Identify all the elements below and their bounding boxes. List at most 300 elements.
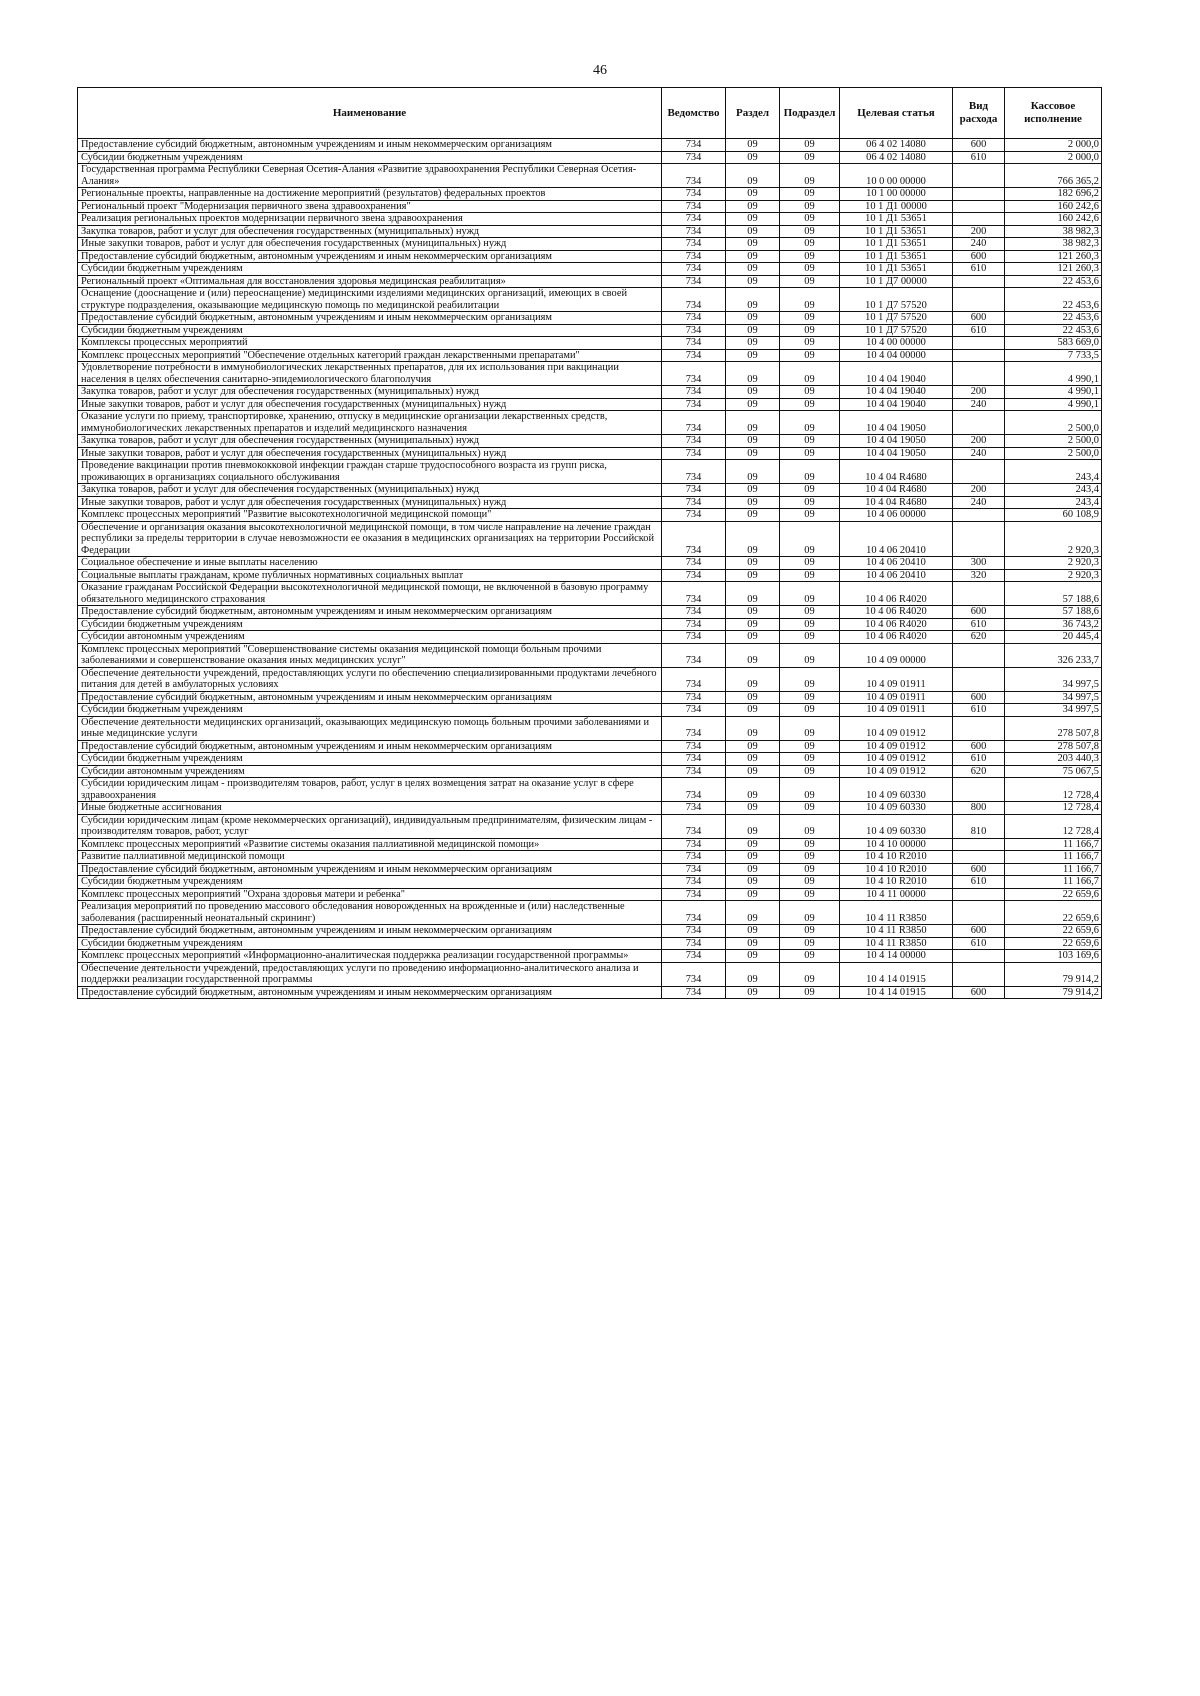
table-row	[78, 164, 1102, 188]
cell-celevaya-statya: 10 4 04 R4680	[840, 484, 953, 497]
cell-podrazdel: 09	[780, 288, 840, 312]
cell-podrazdel: 09	[780, 557, 840, 570]
cell-razdel: 09	[726, 188, 780, 201]
cell-razdel: 09	[726, 238, 780, 251]
cell-podrazdel: 09	[780, 324, 840, 337]
cell-vedomstvo: 734	[662, 250, 726, 263]
cell-name: Региональные проекты, направленные на достижение мероприятий (результатов) федеральных проектов	[78, 188, 662, 201]
table-row	[78, 765, 1102, 778]
table-row	[78, 337, 1102, 350]
cell-vid-rashoda	[953, 213, 1005, 226]
cell-kassovoe-ispolnenie: 22 453,6	[1005, 288, 1102, 312]
cell-vid-rashoda	[953, 838, 1005, 851]
cell-razdel: 09	[726, 200, 780, 213]
cell-vedomstvo: 734	[662, 349, 726, 362]
cell-celevaya-statya: 10 4 04 19050	[840, 447, 953, 460]
cell-name: Иные закупки товаров, работ и услуг для обеспечения государственных (муниципальных) нужд	[78, 238, 662, 251]
cell-razdel: 09	[726, 362, 780, 386]
table-row	[78, 851, 1102, 864]
cell-vedomstvo: 734	[662, 606, 726, 619]
table-row	[78, 704, 1102, 717]
cell-razdel: 09	[726, 250, 780, 263]
cell-vid-rashoda	[953, 362, 1005, 386]
cell-vid-rashoda: 610	[953, 151, 1005, 164]
cell-celevaya-statya: 10 4 09 01911	[840, 667, 953, 691]
cell-podrazdel: 09	[780, 200, 840, 213]
cell-name: Комплекс процессных мероприятий "Обеспечение отдельных категорий граждан лекарственными препаратами"	[78, 349, 662, 362]
cell-name: Предоставление субсидий бюджетным, автономным учреждениям и иным некоммерческим организациям	[78, 312, 662, 325]
cell-kassovoe-ispolnenie: 243,4	[1005, 496, 1102, 509]
cell-podrazdel: 09	[780, 188, 840, 201]
cell-vid-rashoda: 810	[953, 814, 1005, 838]
cell-name: Государственная программа Республики Северная Осетия-Алания «Развитие здравоохранения Республики Северная Осетия-Алания»	[78, 164, 662, 188]
cell-name: Региональный проект "Модернизация первичного звена здравоохранения"	[78, 200, 662, 213]
cell-podrazdel: 09	[780, 521, 840, 557]
cell-name: Комплекс процессных мероприятий "Развитие высокотехнологичной медицинской помощи"	[78, 509, 662, 522]
table-row	[78, 484, 1102, 497]
cell-name: Обеспечение и организация оказания высокотехнологичной медицинской помощи, в том числе направление на лечение граждан республики за пределы территории в случае невозможности ее оказания в медицинских организациях на территории Российской Федерации	[78, 521, 662, 557]
cell-kassovoe-ispolnenie: 103 169,6	[1005, 950, 1102, 963]
cell-name: Субсидии бюджетным учреждениям	[78, 937, 662, 950]
cell-vedomstvo: 734	[662, 667, 726, 691]
cell-kassovoe-ispolnenie: 121 260,3	[1005, 263, 1102, 276]
cell-razdel: 09	[726, 667, 780, 691]
cell-podrazdel: 09	[780, 765, 840, 778]
cell-podrazdel: 09	[780, 238, 840, 251]
cell-kassovoe-ispolnenie: 7 733,5	[1005, 349, 1102, 362]
cell-vid-rashoda: 200	[953, 435, 1005, 448]
col-header-podrazdel: Подраздел	[780, 88, 840, 139]
table-row	[78, 569, 1102, 582]
cell-podrazdel: 09	[780, 814, 840, 838]
cell-podrazdel: 09	[780, 802, 840, 815]
table-row	[78, 435, 1102, 448]
table-row	[78, 814, 1102, 838]
cell-vedomstvo: 734	[662, 740, 726, 753]
table-row	[78, 447, 1102, 460]
cell-vid-rashoda	[953, 901, 1005, 925]
table-row	[78, 349, 1102, 362]
table-row	[78, 398, 1102, 411]
cell-celevaya-statya: 10 4 09 01911	[840, 691, 953, 704]
cell-vedomstvo: 734	[662, 362, 726, 386]
col-header-vid: Вид расхода	[953, 88, 1005, 139]
cell-razdel: 09	[726, 876, 780, 889]
col-header-celevaya: Целевая статья	[840, 88, 953, 139]
cell-vedomstvo: 734	[662, 521, 726, 557]
cell-razdel: 09	[726, 151, 780, 164]
cell-podrazdel: 09	[780, 962, 840, 986]
cell-kassovoe-ispolnenie: 11 166,7	[1005, 851, 1102, 864]
table-row	[78, 386, 1102, 399]
cell-vedomstvo: 734	[662, 765, 726, 778]
cell-celevaya-statya: 10 4 11 R3850	[840, 937, 953, 950]
cell-vid-rashoda: 610	[953, 324, 1005, 337]
cell-podrazdel: 09	[780, 213, 840, 226]
cell-podrazdel: 09	[780, 851, 840, 864]
cell-kassovoe-ispolnenie: 4 990,1	[1005, 362, 1102, 386]
col-header-kassovoe: Кассовое исполнение	[1005, 88, 1102, 139]
cell-podrazdel: 09	[780, 362, 840, 386]
cell-podrazdel: 09	[780, 667, 840, 691]
cell-razdel: 09	[726, 691, 780, 704]
cell-vid-rashoda	[953, 164, 1005, 188]
cell-podrazdel: 09	[780, 398, 840, 411]
cell-vedomstvo: 734	[662, 509, 726, 522]
cell-kassovoe-ispolnenie: 12 728,4	[1005, 778, 1102, 802]
cell-vedomstvo: 734	[662, 151, 726, 164]
table-row	[78, 557, 1102, 570]
cell-vid-rashoda	[953, 460, 1005, 484]
table-row	[78, 263, 1102, 276]
cell-kassovoe-ispolnenie: 38 982,3	[1005, 225, 1102, 238]
cell-vid-rashoda	[953, 288, 1005, 312]
cell-kassovoe-ispolnenie: 11 166,7	[1005, 838, 1102, 851]
cell-celevaya-statya: 10 4 10 R2010	[840, 851, 953, 864]
cell-razdel: 09	[726, 447, 780, 460]
cell-vedomstvo: 734	[662, 275, 726, 288]
table-row	[78, 460, 1102, 484]
table-row	[78, 643, 1102, 667]
cell-name: Субсидии бюджетным учреждениям	[78, 151, 662, 164]
cell-vedomstvo: 734	[662, 986, 726, 999]
cell-celevaya-statya: 10 0 00 00000	[840, 164, 953, 188]
cell-vedomstvo: 734	[662, 557, 726, 570]
cell-podrazdel: 09	[780, 876, 840, 889]
cell-vid-rashoda: 600	[953, 863, 1005, 876]
cell-kassovoe-ispolnenie: 243,4	[1005, 484, 1102, 497]
cell-name: Удовлетворение потребности в иммунобиологических лекарственных препаратов, для их использования при вакцинации населения в целях обеспечения санитарно-эпидемиологического благополучия	[78, 362, 662, 386]
cell-podrazdel: 09	[780, 716, 840, 740]
cell-vedomstvo: 734	[662, 225, 726, 238]
cell-vid-rashoda: 610	[953, 876, 1005, 889]
table-header-row	[78, 88, 1102, 139]
cell-kassovoe-ispolnenie: 278 507,8	[1005, 716, 1102, 740]
cell-vid-rashoda: 610	[953, 753, 1005, 766]
cell-kassovoe-ispolnenie: 160 242,6	[1005, 213, 1102, 226]
cell-kassovoe-ispolnenie: 2 000,0	[1005, 139, 1102, 152]
cell-vedomstvo: 734	[662, 716, 726, 740]
cell-razdel: 09	[726, 337, 780, 350]
cell-razdel: 09	[726, 582, 780, 606]
cell-celevaya-statya: 10 4 09 01912	[840, 716, 953, 740]
cell-vid-rashoda	[953, 851, 1005, 864]
cell-vedomstvo: 734	[662, 263, 726, 276]
cell-vid-rashoda: 200	[953, 386, 1005, 399]
cell-podrazdel: 09	[780, 139, 840, 152]
cell-kassovoe-ispolnenie: 583 669,0	[1005, 337, 1102, 350]
cell-kassovoe-ispolnenie: 278 507,8	[1005, 740, 1102, 753]
cell-name: Обеспечение деятельности учреждений, предоставляющих услуги по проведению информационно-аналитического анализа и поддержки реализации государственной программы	[78, 962, 662, 986]
table-row	[78, 925, 1102, 938]
cell-vid-rashoda: 300	[953, 557, 1005, 570]
cell-vid-rashoda: 600	[953, 139, 1005, 152]
cell-celevaya-statya: 10 4 09 01911	[840, 704, 953, 717]
cell-celevaya-statya: 10 4 06 R4020	[840, 606, 953, 619]
cell-vid-rashoda: 320	[953, 569, 1005, 582]
cell-celevaya-statya: 10 4 06 20410	[840, 521, 953, 557]
cell-kassovoe-ispolnenie: 4 990,1	[1005, 386, 1102, 399]
cell-kassovoe-ispolnenie: 34 997,5	[1005, 691, 1102, 704]
cell-name: Социальное обеспечение и иные выплаты населению	[78, 557, 662, 570]
table-row	[78, 863, 1102, 876]
cell-name: Закупка товаров, работ и услуг для обеспечения государственных (муниципальных) нужд	[78, 484, 662, 497]
cell-celevaya-statya: 10 1 Д1 00000	[840, 200, 953, 213]
cell-podrazdel: 09	[780, 312, 840, 325]
cell-name: Субсидии юридическим лицам - производителям товаров, работ, услуг в целях возмещения затрат на оказание услуг в сфере здравоохранения	[78, 778, 662, 802]
cell-vedomstvo: 734	[662, 411, 726, 435]
table-row	[78, 225, 1102, 238]
cell-name: Предоставление субсидий бюджетным, автономным учреждениям и иным некоммерческим организациям	[78, 863, 662, 876]
col-header-razdel: Раздел	[726, 88, 780, 139]
cell-kassovoe-ispolnenie: 22 453,6	[1005, 275, 1102, 288]
cell-vid-rashoda	[953, 888, 1005, 901]
cell-vedomstvo: 734	[662, 435, 726, 448]
cell-vedomstvo: 734	[662, 888, 726, 901]
cell-podrazdel: 09	[780, 263, 840, 276]
table-body	[78, 139, 1102, 999]
cell-podrazdel: 09	[780, 484, 840, 497]
cell-razdel: 09	[726, 509, 780, 522]
cell-kassovoe-ispolnenie: 12 728,4	[1005, 814, 1102, 838]
cell-celevaya-statya: 10 4 04 R4680	[840, 496, 953, 509]
cell-kassovoe-ispolnenie: 79 914,2	[1005, 962, 1102, 986]
cell-razdel: 09	[726, 139, 780, 152]
cell-vid-rashoda	[953, 643, 1005, 667]
cell-celevaya-statya: 10 4 09 01912	[840, 753, 953, 766]
cell-name: Субсидии бюджетным учреждениям	[78, 753, 662, 766]
cell-vedomstvo: 734	[662, 213, 726, 226]
cell-celevaya-statya: 10 4 04 19040	[840, 386, 953, 399]
cell-kassovoe-ispolnenie: 36 743,2	[1005, 618, 1102, 631]
cell-celevaya-statya: 10 4 04 00000	[840, 349, 953, 362]
cell-razdel: 09	[726, 901, 780, 925]
cell-vid-rashoda: 620	[953, 631, 1005, 644]
cell-vedomstvo: 734	[662, 778, 726, 802]
cell-podrazdel: 09	[780, 386, 840, 399]
cell-razdel: 09	[726, 643, 780, 667]
cell-razdel: 09	[726, 213, 780, 226]
cell-name: Предоставление субсидий бюджетным, автономным учреждениям и иным некоммерческим организациям	[78, 691, 662, 704]
cell-vid-rashoda	[953, 275, 1005, 288]
cell-podrazdel: 09	[780, 509, 840, 522]
cell-celevaya-statya: 06 4 02 14080	[840, 151, 953, 164]
table-row	[78, 521, 1102, 557]
cell-vid-rashoda: 610	[953, 937, 1005, 950]
cell-name: Субсидии автономным учреждениям	[78, 765, 662, 778]
cell-name: Предоставление субсидий бюджетным, автономным учреждениям и иным некоммерческим организациям	[78, 740, 662, 753]
cell-name: Иные закупки товаров, работ и услуг для обеспечения государственных (муниципальных) нужд	[78, 398, 662, 411]
cell-podrazdel: 09	[780, 863, 840, 876]
cell-name: Обеспечение деятельности медицинских организаций, оказывающих медицинскую помощь больным прочими заболеваниями и иные медицинские услуги	[78, 716, 662, 740]
cell-vid-rashoda: 600	[953, 606, 1005, 619]
cell-kassovoe-ispolnenie: 22 659,6	[1005, 888, 1102, 901]
cell-name: Предоставление субсидий бюджетным, автономным учреждениям и иным некоммерческим организациям	[78, 139, 662, 152]
cell-razdel: 09	[726, 716, 780, 740]
cell-name: Закупка товаров, работ и услуг для обеспечения государственных (муниципальных) нужд	[78, 386, 662, 399]
cell-name: Реализация мероприятий по проведению массового обследования новорожденных на врожденные и (или) наследственные заболевания (расширенный неонатальный скрининг)	[78, 901, 662, 925]
cell-kassovoe-ispolnenie: 2 920,3	[1005, 569, 1102, 582]
cell-vedomstvo: 734	[662, 851, 726, 864]
cell-vid-rashoda	[953, 337, 1005, 350]
cell-podrazdel: 09	[780, 704, 840, 717]
cell-podrazdel: 09	[780, 606, 840, 619]
cell-vid-rashoda: 240	[953, 398, 1005, 411]
page-number: 46	[593, 63, 607, 78]
cell-vedomstvo: 734	[662, 691, 726, 704]
cell-vid-rashoda	[953, 411, 1005, 435]
cell-celevaya-statya: 10 1 Д7 57520	[840, 324, 953, 337]
cell-vedomstvo: 734	[662, 288, 726, 312]
cell-podrazdel: 09	[780, 937, 840, 950]
cell-kassovoe-ispolnenie: 11 166,7	[1005, 876, 1102, 889]
cell-vedomstvo: 734	[662, 937, 726, 950]
cell-vid-rashoda	[953, 521, 1005, 557]
cell-celevaya-statya: 10 1 Д1 53651	[840, 263, 953, 276]
cell-vid-rashoda	[953, 509, 1005, 522]
cell-razdel: 09	[726, 937, 780, 950]
cell-name: Комплекс процессных мероприятий «Развитие системы оказания паллиативной медицинской помощи»	[78, 838, 662, 851]
cell-vedomstvo: 734	[662, 962, 726, 986]
cell-podrazdel: 09	[780, 740, 840, 753]
cell-celevaya-statya: 10 1 Д1 53651	[840, 238, 953, 251]
cell-razdel: 09	[726, 925, 780, 938]
cell-vid-rashoda: 610	[953, 618, 1005, 631]
cell-vid-rashoda: 600	[953, 691, 1005, 704]
cell-vedomstvo: 734	[662, 618, 726, 631]
cell-podrazdel: 09	[780, 411, 840, 435]
cell-vid-rashoda: 200	[953, 225, 1005, 238]
cell-celevaya-statya: 10 4 09 60330	[840, 778, 953, 802]
cell-name: Проведение вакцинации против пневмококковой инфекции граждан старше трудоспособного возраста из групп риска, проживающих в организациях социального обслуживания	[78, 460, 662, 484]
cell-vedomstvo: 734	[662, 950, 726, 963]
cell-razdel: 09	[726, 606, 780, 619]
cell-podrazdel: 09	[780, 901, 840, 925]
col-header-ved: Ведомство	[662, 88, 726, 139]
cell-celevaya-statya: 10 4 00 00000	[840, 337, 953, 350]
cell-razdel: 09	[726, 765, 780, 778]
cell-razdel: 09	[726, 740, 780, 753]
cell-name: Оказание услуги по приему, транспортировке, хранению, отпуску в медицинские организации лекарственных средств, иммунобиологических лекарственных препаратов и изделий медицинского назначения	[78, 411, 662, 435]
cell-vedomstvo: 734	[662, 238, 726, 251]
cell-celevaya-statya: 10 4 04 19050	[840, 411, 953, 435]
table-row	[78, 950, 1102, 963]
cell-vedomstvo: 734	[662, 876, 726, 889]
cell-vid-rashoda: 600	[953, 740, 1005, 753]
cell-name: Иные закупки товаров, работ и услуг для обеспечения государственных (муниципальных) нужд	[78, 447, 662, 460]
cell-celevaya-statya: 10 1 Д1 53651	[840, 213, 953, 226]
cell-podrazdel: 09	[780, 435, 840, 448]
table-row	[78, 509, 1102, 522]
cell-celevaya-statya: 10 4 11 R3850	[840, 925, 953, 938]
cell-celevaya-statya: 10 4 11 R3850	[840, 901, 953, 925]
cell-name: Комплекс процессных мероприятий "Охрана здоровья матери и ребенка"	[78, 888, 662, 901]
cell-name: Субсидии бюджетным учреждениям	[78, 263, 662, 276]
table-row	[78, 631, 1102, 644]
cell-razdel: 09	[726, 275, 780, 288]
cell-razdel: 09	[726, 863, 780, 876]
cell-vedomstvo: 734	[662, 802, 726, 815]
table-row	[78, 288, 1102, 312]
cell-name: Предоставление субсидий бюджетным, автономным учреждениям и иным некоммерческим организациям	[78, 925, 662, 938]
cell-name: Закупка товаров, работ и услуг для обеспечения государственных (муниципальных) нужд	[78, 435, 662, 448]
cell-celevaya-statya: 10 4 06 20410	[840, 569, 953, 582]
cell-kassovoe-ispolnenie: 75 067,5	[1005, 765, 1102, 778]
cell-celevaya-statya: 10 4 11 00000	[840, 888, 953, 901]
table-row	[78, 937, 1102, 950]
cell-vedomstvo: 734	[662, 863, 726, 876]
table-row	[78, 667, 1102, 691]
cell-celevaya-statya: 10 1 Д7 57520	[840, 288, 953, 312]
cell-vedomstvo: 734	[662, 337, 726, 350]
cell-vid-rashoda	[953, 962, 1005, 986]
cell-vid-rashoda	[953, 716, 1005, 740]
cell-razdel: 09	[726, 569, 780, 582]
cell-vid-rashoda: 240	[953, 496, 1005, 509]
cell-vid-rashoda: 240	[953, 238, 1005, 251]
cell-vid-rashoda	[953, 778, 1005, 802]
cell-vedomstvo: 734	[662, 460, 726, 484]
table-row	[78, 312, 1102, 325]
cell-name: Региональный проект «Оптимальная для восстановления здоровья медицинская реабилитация»	[78, 275, 662, 288]
cell-razdel: 09	[726, 950, 780, 963]
cell-name: Субсидии бюджетным учреждениям	[78, 324, 662, 337]
cell-podrazdel: 09	[780, 986, 840, 999]
cell-name: Субсидии автономным учреждениям	[78, 631, 662, 644]
cell-podrazdel: 09	[780, 349, 840, 362]
cell-celevaya-statya: 10 4 04 R4680	[840, 460, 953, 484]
table-row	[78, 901, 1102, 925]
cell-razdel: 09	[726, 349, 780, 362]
cell-kassovoe-ispolnenie: 79 914,2	[1005, 986, 1102, 999]
cell-kassovoe-ispolnenie: 326 233,7	[1005, 643, 1102, 667]
cell-name: Комплекс процессных мероприятий «Информационно-аналитическая поддержка реализации государственной программы»	[78, 950, 662, 963]
cell-kassovoe-ispolnenie: 243,4	[1005, 460, 1102, 484]
cell-razdel: 09	[726, 496, 780, 509]
cell-vid-rashoda: 600	[953, 312, 1005, 325]
cell-vedomstvo: 734	[662, 631, 726, 644]
cell-name: Субсидии бюджетным учреждениям	[78, 704, 662, 717]
cell-name: Оснащение (дооснащение и (или) переоснащение) медицинскими изделиями медицинских организаций, имеющих в своей структуре подразделения, оказывающие медицинскую помощь по медицинской реабилитации	[78, 288, 662, 312]
cell-vid-rashoda: 620	[953, 765, 1005, 778]
cell-vid-rashoda	[953, 188, 1005, 201]
cell-name: Комплексы процессных мероприятий	[78, 337, 662, 350]
cell-vedomstvo: 734	[662, 901, 726, 925]
cell-razdel: 09	[726, 460, 780, 484]
table-row	[78, 411, 1102, 435]
table-row	[78, 188, 1102, 201]
table-row	[78, 962, 1102, 986]
cell-kassovoe-ispolnenie: 34 997,5	[1005, 667, 1102, 691]
cell-podrazdel: 09	[780, 631, 840, 644]
cell-vid-rashoda	[953, 582, 1005, 606]
cell-vid-rashoda: 200	[953, 484, 1005, 497]
cell-podrazdel: 09	[780, 925, 840, 938]
cell-podrazdel: 09	[780, 753, 840, 766]
cell-celevaya-statya: 10 4 14 01915	[840, 986, 953, 999]
cell-kassovoe-ispolnenie: 57 188,6	[1005, 582, 1102, 606]
cell-kassovoe-ispolnenie: 12 728,4	[1005, 802, 1102, 815]
cell-celevaya-statya: 10 4 04 19040	[840, 362, 953, 386]
cell-podrazdel: 09	[780, 691, 840, 704]
cell-name: Субсидии юридическим лицам (кроме некоммерческих организаций), индивидуальным предпринимателям, физическим лицам - производителям товаров, работ, услуг	[78, 814, 662, 838]
table-row	[78, 213, 1102, 226]
cell-kassovoe-ispolnenie: 22 453,6	[1005, 324, 1102, 337]
cell-razdel: 09	[726, 386, 780, 399]
table-row	[78, 753, 1102, 766]
cell-razdel: 09	[726, 814, 780, 838]
cell-celevaya-statya: 10 4 06 00000	[840, 509, 953, 522]
